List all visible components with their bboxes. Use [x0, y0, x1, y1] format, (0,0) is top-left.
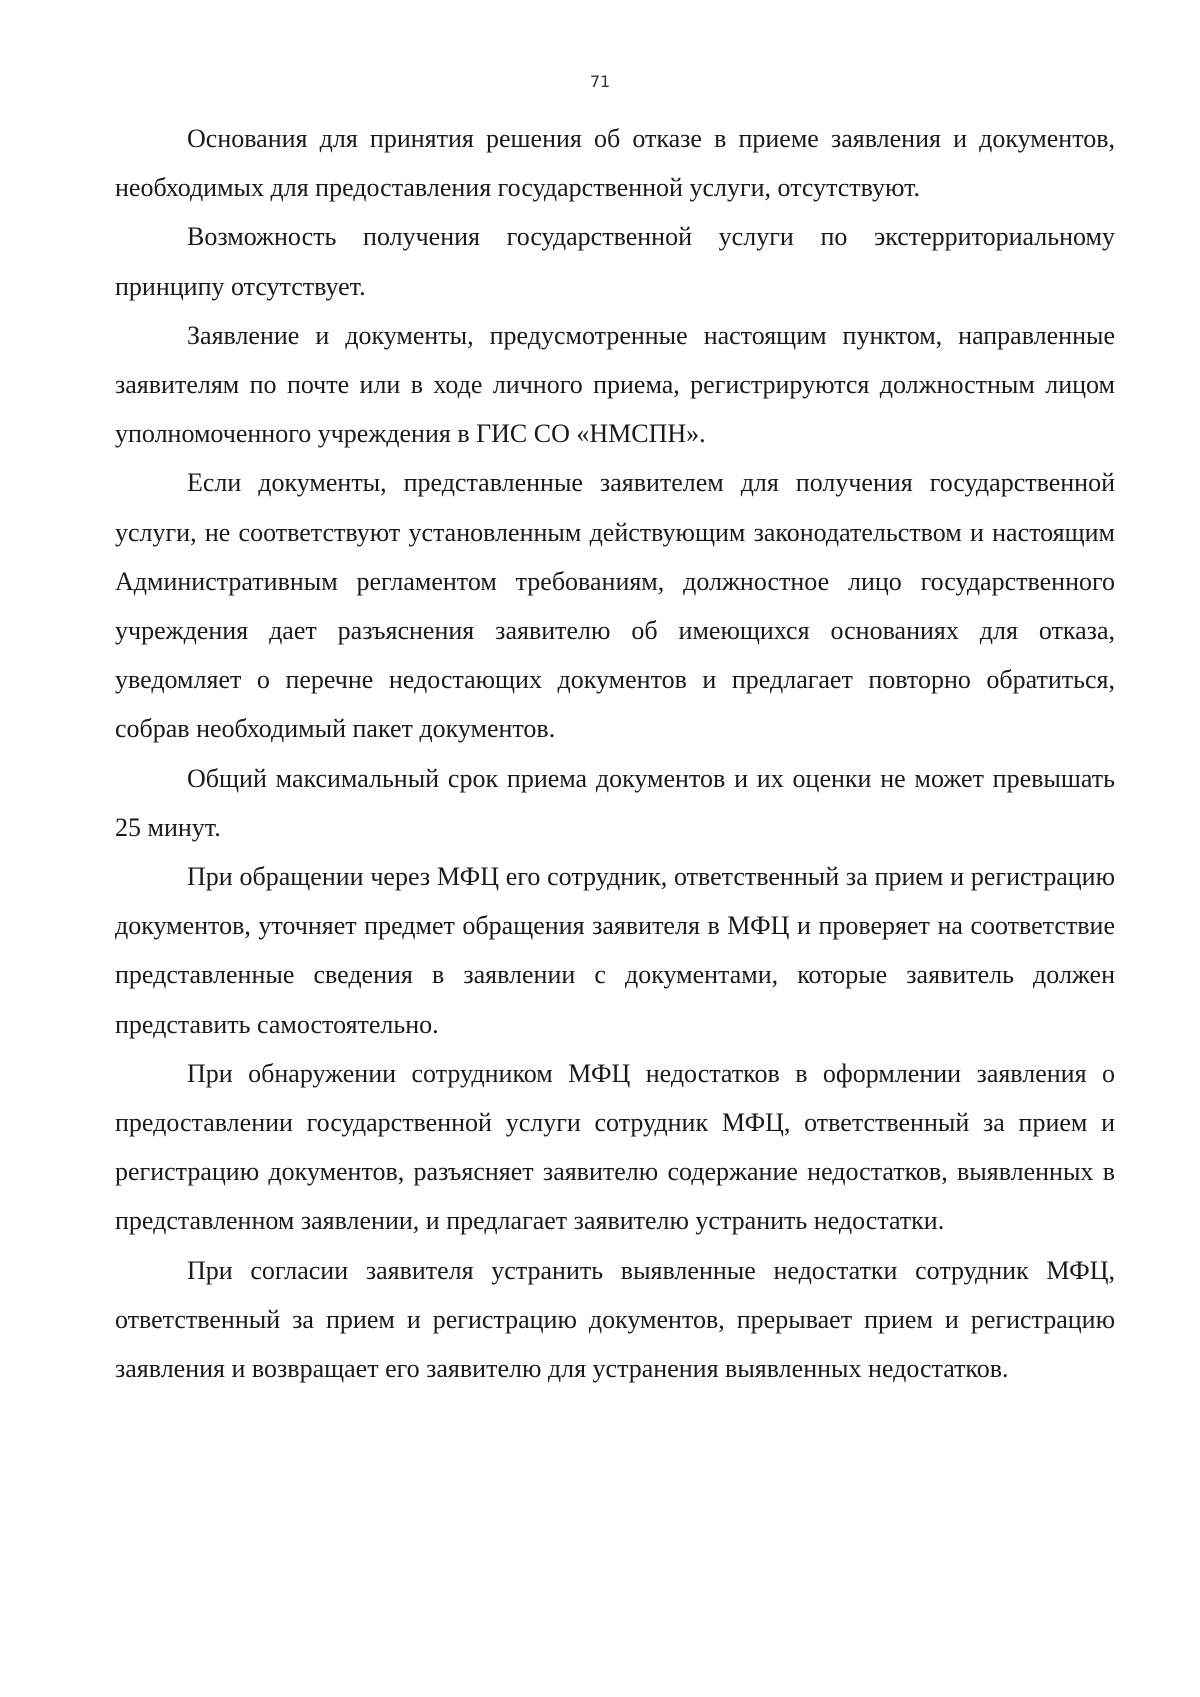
document-body [115, 114, 1115, 1393]
page-number: 71 [589, 72, 611, 91]
paragraph-6: При обращении через МФЦ его сотрудник, ответственный за прием и регистрацию документов, уточняет предмет обращения заявителя в МФЦ и проверяет на соответствие представленные сведения в заявлении с документами, которые заявитель должен представить самостоятельно. [115, 862, 1115, 1039]
paragraph-5: Общий максимальный срок приема документов и их оценки не может превышать 25 минут. [115, 763, 1115, 842]
paragraph-8: При согласии заявителя устранить выявленные недостатки сотрудник МФЦ, ответственный за прием и регистрацию документов, прерывает прием и регистрацию заявления и возвращает его заявителю для устранения выявленных недостатков. [115, 1255, 1115, 1384]
paragraph-3: Заявление и документы, предусмотренные настоящим пунктом, направленные заявителям по почте или в ходе личного приема, регистрируются должностным лицом уполномоченного учреждения в ГИС СО «НМСПН». [115, 320, 1115, 449]
paragraph-2: Возможность получения государственной услуги по экстерриториальному принципу отсутствует. [115, 222, 1115, 301]
paragraph-1: Основания для принятия решения об отказе в приеме заявления и документов, необходимых для предоставления государственной услуги, отсутствуют. [115, 124, 1115, 203]
paragraph-7: При обнаружении сотрудником МФЦ недостатков в оформлении заявления о предоставлении государственной услуги сотрудник МФЦ, ответственный за прием и регистрацию документов, разъясняет заявителю содержание недостатков, выявленных в представленном заявлении, и предлагает заявителю устранить недостатки. [115, 1058, 1115, 1236]
paragraph-4: Если документы, представленные заявителем для получения государственной услуги, не соответствуют установленным действующим законодательством и настоящим Административным регламентом требованиям, должностное лицо государственного учреждения дает разъяснения заявителю об имеющихся основаниях для отказа, уведомляет о перечне недостающих документов и предлагает повторно обратиться, собрав необходимый пакет документов. [115, 468, 1115, 744]
